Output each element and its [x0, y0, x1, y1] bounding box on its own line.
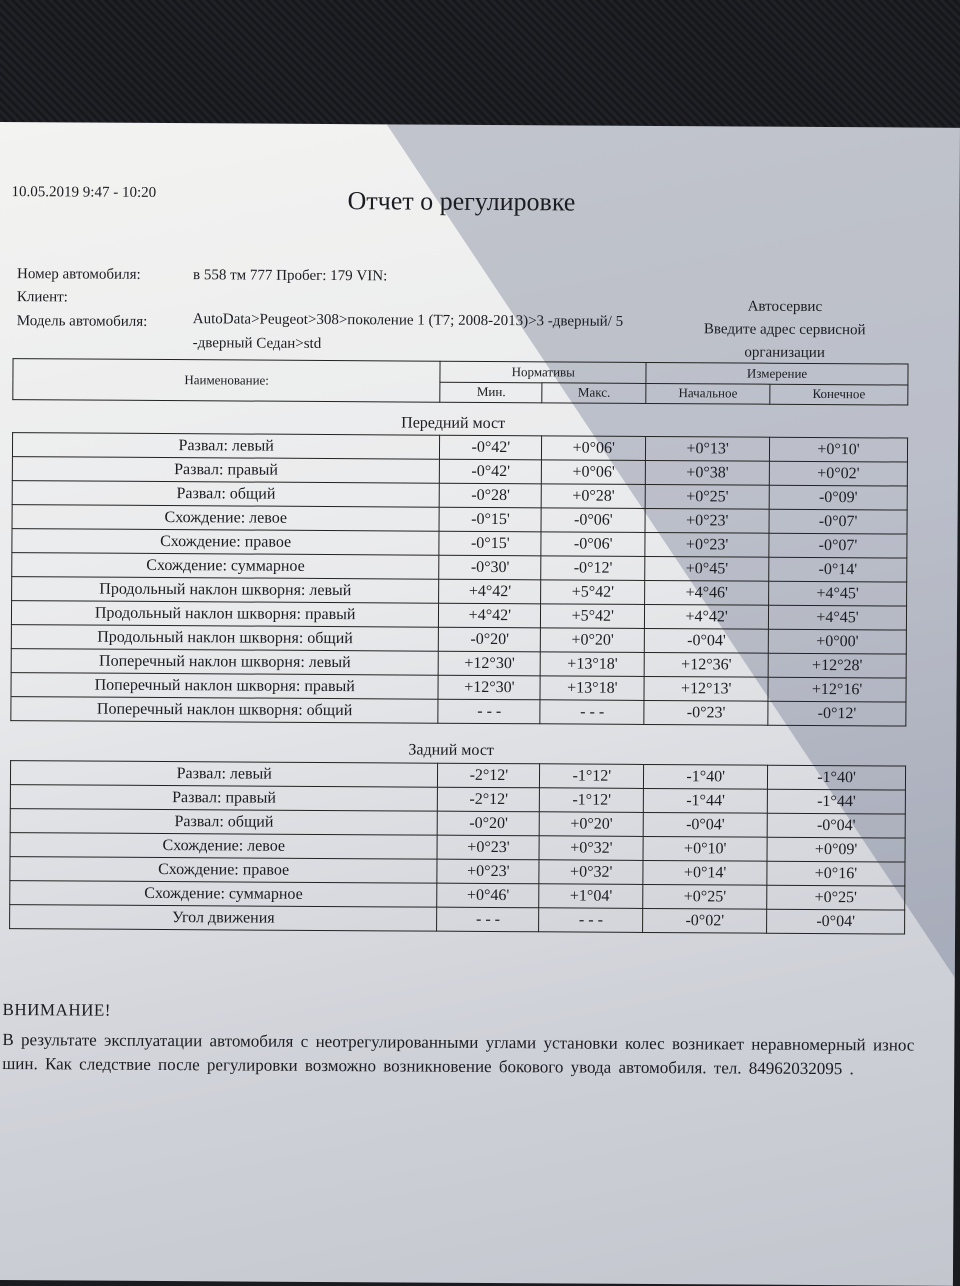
row-min: -0°20' — [439, 627, 541, 652]
row-initial: -1°44' — [644, 788, 768, 813]
row-initial: +0°25' — [643, 884, 767, 909]
row-final: +0°02' — [769, 461, 907, 486]
row-final: -0°07' — [769, 533, 907, 558]
row-final: +0°10' — [770, 437, 908, 462]
row-final: -0°12' — [768, 701, 906, 726]
row-initial: -1°40' — [644, 764, 768, 789]
row-min: -0°15' — [439, 507, 541, 532]
row-min: -0°15' — [439, 531, 541, 556]
row-max: +0°32' — [539, 860, 643, 885]
row-name: Схождение: суммарное — [10, 881, 438, 908]
row-max: +0°28' — [541, 484, 645, 509]
row-initial: +0°23' — [645, 508, 769, 533]
warning-title: ВНИМАНИЕ! — [2, 1000, 112, 1020]
row-initial: +0°10' — [643, 836, 767, 861]
rear-axle-title: Задний мост — [408, 741, 495, 760]
row-final: -1°40' — [768, 765, 906, 790]
row-min: -0°30' — [439, 555, 541, 580]
row-name: Поперечный наклон шкворня: общий — [11, 697, 439, 724]
row-initial: +0°45' — [645, 556, 769, 581]
row-max: - - - — [539, 908, 643, 933]
row-max: - - - — [540, 700, 644, 725]
row-name: Развал: правый — [10, 785, 438, 812]
row-initial: +0°14' — [643, 860, 767, 885]
row-max: -1°12' — [540, 788, 644, 813]
row-final: -0°14' — [769, 557, 907, 582]
header-table — [12, 358, 908, 405]
row-name: Схождение: правое — [12, 529, 440, 556]
row-min: -2°12' — [438, 763, 540, 788]
col-header-measure: Измерение — [646, 362, 908, 384]
row-max: +0°06' — [542, 460, 646, 485]
report-sheet — [0, 122, 960, 1286]
row-min: -0°20' — [438, 811, 540, 836]
row-final: +12°16' — [768, 677, 906, 702]
row-min: -0°42' — [440, 459, 542, 484]
col-header-final: Конечное — [770, 384, 908, 405]
row-name: Продольный наклон шкворня: общий — [11, 625, 439, 652]
row-initial: +0°23' — [645, 532, 769, 557]
row-max: +5°42' — [541, 604, 645, 629]
row-max: +5°42' — [541, 580, 645, 605]
row-min: -0°28' — [440, 483, 542, 508]
row-final: -0°04' — [767, 909, 905, 934]
front-axle-table — [10, 432, 908, 726]
row-min: +4°42' — [439, 579, 541, 604]
row-name: Поперечный наклон шкворня: правый — [11, 673, 439, 700]
service-title: Автосервис — [747, 298, 823, 316]
row-max: -0°06' — [541, 508, 645, 533]
row-max: +0°20' — [541, 628, 645, 653]
row-max: +0°06' — [542, 436, 646, 461]
client-label: Клиент: — [16, 289, 68, 306]
row-final: +4°45' — [769, 581, 907, 606]
row-final: -0°09' — [769, 485, 907, 510]
table-row — [10, 905, 905, 934]
row-final: +4°45' — [769, 605, 907, 630]
row-name: Развал: левый — [10, 761, 438, 788]
model-line-2: -дверный Седан>std — [192, 335, 322, 352]
row-min: -0°42' — [440, 435, 542, 460]
row-final: -0°04' — [767, 813, 905, 838]
row-initial: +0°25' — [645, 484, 769, 509]
row-name: Развал: правый — [12, 457, 440, 484]
row-min: -2°12' — [438, 787, 540, 812]
row-final: +0°25' — [767, 885, 905, 910]
row-max: +13°18' — [540, 652, 644, 677]
row-min: +0°23' — [437, 835, 539, 860]
row-name: Развал: общий — [10, 809, 438, 836]
row-min: +4°42' — [439, 603, 541, 628]
row-final: +0°16' — [767, 861, 905, 886]
row-name: Схождение: суммарное — [12, 553, 440, 580]
row-name: Схождение: левое — [12, 505, 440, 532]
row-min: - - - — [437, 907, 539, 932]
row-initial: -0°23' — [644, 700, 768, 725]
row-name: Угол движения — [10, 905, 438, 932]
row-initial: +4°46' — [645, 580, 769, 605]
background-surface — [0, 0, 960, 130]
col-header-norms: Нормативы — [440, 361, 646, 383]
row-initial: +0°38' — [646, 460, 770, 485]
row-initial: -0°04' — [645, 628, 769, 653]
row-name: Продольный наклон шкворня: правый — [11, 601, 439, 628]
model-line-1: AutoData>Peugeot>308>поколение 1 (T7; 2008-2013)>3 -дверный/ 5 — [192, 311, 624, 330]
service-address-line-2: организации — [744, 344, 825, 362]
row-min: - - - — [438, 699, 540, 724]
row-initial: +12°13' — [644, 676, 768, 701]
col-header-name: Наименование: — [13, 359, 441, 403]
row-final: +12°28' — [768, 653, 906, 678]
row-max: +1°04' — [539, 884, 643, 909]
report-title: Отчет о регулировке — [347, 186, 576, 217]
row-name: Развал: общий — [12, 481, 440, 508]
row-initial: -0°02' — [643, 908, 767, 933]
row-min: +0°46' — [437, 883, 539, 908]
row-min: +0°23' — [437, 859, 539, 884]
row-final: +0°09' — [767, 837, 905, 862]
warning-text: В результате эксплуатации автомобиля с неотрегулированными углами установки колес возникает неравномерный износ шин. Как следствие после регулировки возможно возникновение бокового увода автомобиля. тел. 84962032095 . — [2, 1030, 915, 1079]
vehicle-number-value: в 558 тм 777 Пробег: 179 VIN: — [193, 267, 388, 285]
row-final: +0°00' — [768, 629, 906, 654]
col-header-max: Макс. — [542, 382, 646, 403]
row-name: Схождение: правое — [10, 857, 438, 884]
row-name: Поперечный наклон шкворня: левый — [11, 649, 439, 676]
row-name: Развал: левый — [12, 433, 440, 460]
row-name: Схождение: левое — [10, 833, 438, 860]
row-min: +12°30' — [438, 675, 540, 700]
rear-axle-table — [9, 760, 906, 934]
vehicle-number-label: Номер автомобиля: — [17, 266, 141, 283]
table-row — [11, 697, 906, 726]
row-initial: +12°36' — [644, 652, 768, 677]
col-header-initial: Начальное — [646, 383, 770, 404]
service-address-line-1: Введите адрес сервисной — [703, 321, 866, 339]
row-max: +0°32' — [539, 836, 643, 861]
row-initial: +4°42' — [645, 604, 769, 629]
row-max: -0°12' — [541, 556, 645, 581]
row-final: -1°44' — [767, 789, 905, 814]
row-initial: -0°04' — [643, 812, 767, 837]
col-header-min: Мин. — [440, 382, 542, 403]
row-name: Продольный наклон шкворня: левый — [12, 577, 440, 604]
row-initial: +0°13' — [646, 436, 770, 461]
row-min: +12°30' — [439, 651, 541, 676]
model-label: Модель автомобиля: — [16, 313, 148, 330]
row-max: -0°06' — [541, 532, 645, 557]
front-axle-title: Передний мост — [401, 414, 506, 433]
row-max: +13°18' — [540, 676, 644, 701]
row-max: -1°12' — [540, 764, 644, 789]
row-max: +0°20' — [540, 812, 644, 837]
row-final: -0°07' — [769, 509, 907, 534]
report-datetime: 10.05.2019 9:47 - 10:20 — [11, 184, 157, 201]
